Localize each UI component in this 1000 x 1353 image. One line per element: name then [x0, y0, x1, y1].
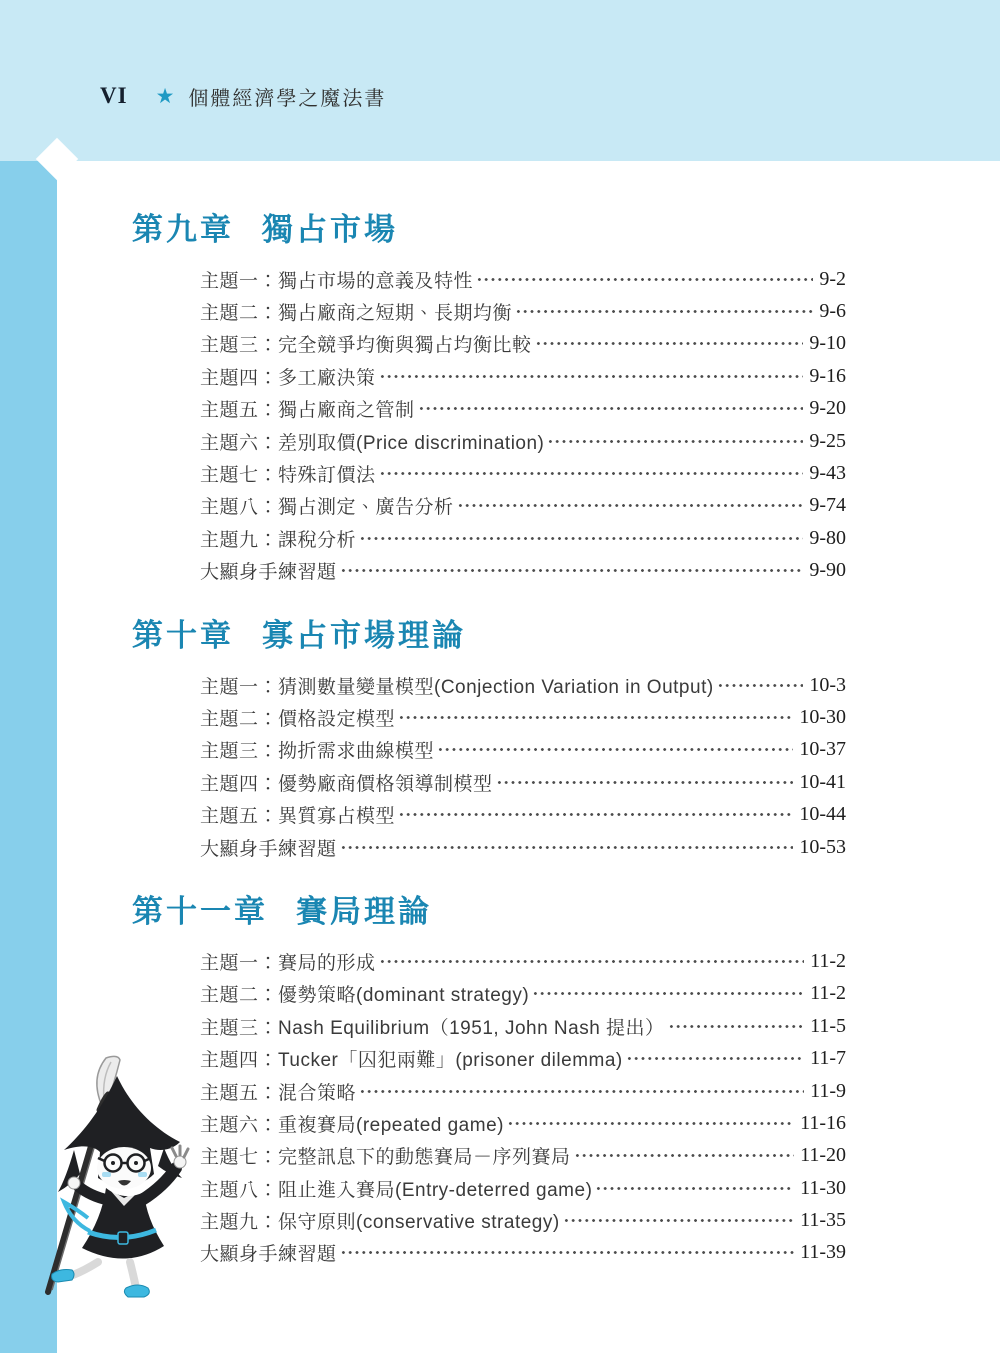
toc-entry-label: 大顯身手練習題: [200, 562, 337, 584]
chapter-number: 第十一章: [132, 894, 268, 930]
chapter-name: 賽局理論: [296, 894, 432, 930]
dot-leader: [515, 308, 813, 315]
toc-entry-page-number: 11-2: [810, 949, 846, 972]
toc-entry-label: 主題二：價格設定模型: [200, 708, 396, 730]
toc-entry-label: 主題一：賽局的形成: [200, 952, 376, 974]
toc-entry-page-number: 9-10: [809, 332, 846, 355]
page-header: [100, 82, 386, 110]
toc-entry-page-number: 9-80: [809, 526, 846, 549]
chapter-name: 寡占市場理論: [262, 617, 466, 653]
toc-entry: [200, 1204, 846, 1236]
toc-entry-label: 主題七：特殊訂價法: [200, 465, 376, 487]
chapter-section: [132, 204, 846, 587]
toc-entry-page-number: 9-20: [809, 397, 846, 420]
toc-entry: [200, 360, 846, 392]
toc-entry-label: 主題四：多工廠決策: [200, 367, 376, 389]
dot-leader: [563, 1217, 794, 1224]
dot-leader: [717, 682, 804, 689]
toc-entry-label: 大顯身手練習題: [200, 1244, 337, 1266]
toc-entry-page-number: 9-6: [819, 300, 846, 323]
toc-entry: [200, 945, 846, 977]
toc-entry-page-number: 10-41: [799, 770, 846, 793]
toc-entry-page-number: 10-44: [799, 803, 846, 826]
top-band: [0, 0, 1000, 161]
toc-entry-label: 主題七：完整訊息下的動態賽局－序列賽局: [200, 1147, 571, 1169]
toc-entry: [200, 490, 846, 522]
toc-entry: [200, 263, 846, 295]
chapter-name: 獨占市場: [262, 212, 398, 247]
toc-entry: [200, 1140, 846, 1172]
toc-entry-page-number: 9-90: [809, 559, 846, 582]
toc-entry-page-number: 10-53: [799, 835, 846, 858]
toc-entry-page-number: 11-16: [800, 1111, 846, 1134]
toc-entry: [200, 766, 846, 798]
toc-entry: [200, 393, 846, 425]
toc-entry: [200, 1010, 846, 1042]
chapter-entries: [200, 263, 846, 587]
toc-entry-page-number: 11-35: [800, 1209, 846, 1232]
toc-entry-label: 主題九：課稅分析: [200, 529, 357, 551]
toc-entry: [200, 831, 846, 863]
toc-entry-label: 主題四：優勢廠商價格領導制模型: [200, 773, 493, 795]
toc-entry-label: 主題三：完全競爭均衡與獨占均衡比較: [200, 335, 532, 357]
toc-entry: [200, 669, 846, 701]
toc-entry: [200, 328, 846, 360]
toc-entry: [200, 457, 846, 489]
chapter-section: [132, 886, 846, 1269]
toc-entry: [200, 555, 846, 587]
dot-leader: [359, 535, 803, 542]
star-icon: ★: [155, 84, 175, 108]
toc-entry-label: 主題五：獨占廠商之管制: [200, 400, 415, 422]
table-of-contents: [132, 204, 846, 1269]
toc-entry-label: 主題一：猜測數量變量模型(Conjection Variation in Output): [200, 676, 714, 698]
chapter-section: [132, 610, 846, 863]
dot-leader: [535, 340, 804, 347]
toc-entry-label: 主題六：差別取價(Price discrimination): [200, 432, 545, 454]
chapter-title: [132, 204, 846, 249]
toc-entry: [200, 522, 846, 554]
toc-entry-page-number: 9-74: [809, 494, 846, 517]
toc-entry-page-number: 11-5: [810, 1014, 846, 1037]
toc-entry-page-number: 11-9: [810, 1079, 846, 1102]
toc-entry: [200, 425, 846, 457]
dot-leader: [547, 438, 803, 445]
toc-entry-page-number: 9-43: [809, 462, 846, 485]
chapter-number: 第九章: [132, 212, 234, 247]
toc-entry: [200, 1237, 846, 1269]
toc-entry-page-number: 11-7: [810, 1047, 846, 1070]
toc-entry: [200, 701, 846, 733]
toc-entry-label: 主題八：阻止進入賽局(Entry-deterred game): [200, 1179, 593, 1201]
toc-entry-page-number: 11-39: [800, 1241, 846, 1264]
dot-leader: [626, 1055, 804, 1062]
toc-entry-label: 主題三：Nash Equilibrium（1951, John Nash 提出）: [200, 1017, 665, 1039]
dot-leader: [532, 990, 804, 997]
dot-leader: [398, 811, 793, 818]
toc-entry: [200, 295, 846, 327]
dot-leader: [595, 1185, 794, 1192]
dot-leader: [507, 1120, 794, 1127]
toc-entry-label: 主題一：獨占市場的意義及特性: [200, 270, 474, 292]
toc-entry-label: 大顯身手練習題: [200, 838, 337, 860]
toc-entry: [200, 734, 846, 766]
toc-entry: [200, 1107, 846, 1139]
toc-entry-page-number: 10-37: [799, 738, 846, 761]
book-title: 個體經濟學之魔法書: [188, 87, 387, 110]
toc-entry-label: 主題四：Tucker「囚犯兩難」(prisoner dilemma): [200, 1050, 623, 1072]
toc-entry-page-number: 11-30: [800, 1176, 846, 1199]
dot-leader: [340, 567, 804, 574]
toc-entry-label: 主題九：保守原則(conservative strategy): [200, 1212, 560, 1234]
dot-leader: [340, 844, 794, 851]
toc-entry-label: 主題三：拗折需求曲線模型: [200, 741, 435, 763]
dot-leader: [379, 958, 805, 965]
dot-leader: [379, 373, 804, 380]
chapter-number: 第十章: [132, 617, 234, 653]
toc-entry: [200, 978, 846, 1010]
dot-leader: [668, 1023, 805, 1030]
toc-entry: [200, 1172, 846, 1204]
toc-entry-page-number: 11-2: [810, 982, 846, 1005]
dot-leader: [496, 779, 794, 786]
toc-entry-page-number: 9-25: [809, 429, 846, 452]
toc-entry: [200, 1075, 846, 1107]
dot-leader: [379, 470, 804, 477]
chapter-title: [132, 610, 846, 655]
toc-entry-label: 主題五：異質寡占模型: [200, 806, 396, 828]
wizard-mascot-illustration: [14, 1050, 196, 1312]
toc-entry: [200, 1042, 846, 1074]
toc-entry: [200, 798, 846, 830]
dot-leader: [398, 714, 793, 721]
dot-leader: [359, 1088, 804, 1095]
dot-leader: [437, 746, 793, 753]
toc-entry-page-number: 10-3: [809, 673, 846, 696]
dot-leader: [457, 502, 804, 509]
toc-entry-page-number: 11-20: [800, 1144, 846, 1167]
toc-entry-page-number: 9-16: [809, 364, 846, 387]
toc-entry-page-number: 10-30: [799, 705, 846, 728]
chapter-entries: [200, 669, 846, 863]
dot-leader: [476, 276, 813, 283]
toc-entry-label: 主題六：重複賽局(repeated game): [200, 1114, 504, 1136]
toc-entry-label: 主題二：優勢策略(dominant strategy): [200, 985, 530, 1007]
dot-leader: [418, 405, 804, 412]
dot-leader: [574, 1152, 795, 1159]
chapter-entries: [200, 945, 846, 1269]
page-number: VI: [100, 83, 128, 108]
toc-entry-label: 主題八：獨占測定、廣告分析: [200, 497, 454, 519]
toc-entry-label: 主題五：混合策略: [200, 1082, 357, 1104]
chapter-title: [132, 886, 846, 931]
toc-entry-page-number: 9-2: [819, 267, 846, 290]
toc-entry-label: 主題二：獨占廠商之短期、長期均衡: [200, 303, 513, 325]
dot-leader: [340, 1249, 795, 1256]
